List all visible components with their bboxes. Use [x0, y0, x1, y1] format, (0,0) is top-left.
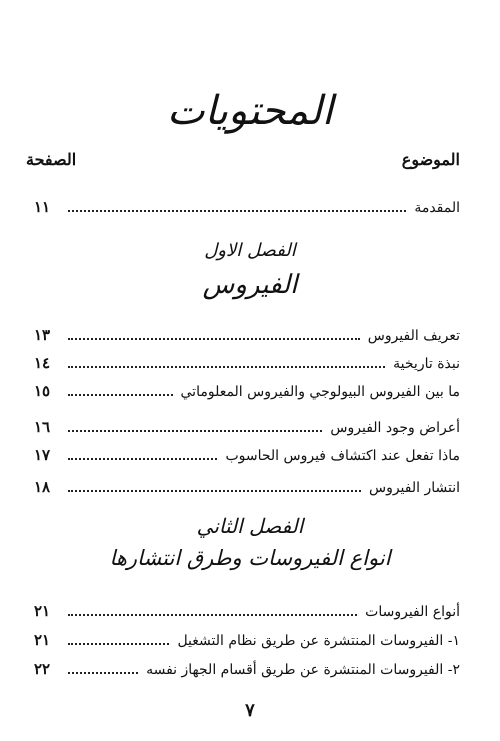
- entry-page-number: ٢١: [34, 602, 51, 620]
- entry-page-number: ١٦: [34, 418, 51, 436]
- toc-entry[interactable]: [34, 326, 460, 350]
- entry-page-number: ١١: [34, 198, 51, 216]
- page-column-header: الصفحة: [26, 150, 77, 169]
- dot-leader: [68, 643, 169, 645]
- dot-leader: [68, 458, 217, 460]
- entry-label: ماذا تفعل عند اكتشاف فيروس الحاسوب: [225, 448, 460, 464]
- entry-page-number: ٢١: [34, 631, 51, 649]
- entry-label: تعريف الفيروس: [367, 328, 460, 344]
- dot-leader: [68, 366, 385, 368]
- entry-page-number: ١٧: [34, 446, 51, 464]
- chapter-1-heading: الفصل الاول: [204, 240, 296, 261]
- toc-entry[interactable]: [34, 354, 460, 378]
- toc-entry[interactable]: [34, 631, 460, 655]
- entry-label: ١- الفيروسات المنتشرة عن طريق نظام التشغيل: [177, 633, 460, 649]
- toc-entry[interactable]: [34, 418, 460, 442]
- dot-leader: [68, 490, 361, 492]
- entry-label: أنواع الفيروسات: [365, 604, 460, 620]
- entry-page-number: ١٤: [34, 354, 51, 372]
- chapter-2-subtitle: انواع الفيروسات وطرق انتشارها: [109, 546, 391, 570]
- entry-label: المقدمة: [414, 200, 460, 216]
- dot-leader: [68, 338, 360, 340]
- dot-leader: [68, 394, 173, 396]
- toc-entry-intro[interactable]: [34, 198, 460, 222]
- page-number: ٧: [245, 700, 255, 721]
- dot-leader: [68, 614, 357, 616]
- toc-entry[interactable]: [34, 478, 460, 502]
- entry-label: أعراض وجود الفيروس: [330, 420, 460, 436]
- entry-page-number: ١٨: [34, 478, 51, 496]
- topic-column-header: الموضوع: [401, 150, 460, 169]
- entry-page-number: ٢٢: [34, 660, 51, 678]
- toc-entry[interactable]: [34, 660, 460, 684]
- entry-label: انتشار الفيروس: [368, 480, 460, 496]
- dot-leader: [68, 430, 322, 432]
- chapter-1-subtitle: الفيروس: [202, 270, 298, 300]
- entry-page-number: ١٥: [34, 382, 51, 400]
- chapter-2-heading: الفصل الثاني: [196, 514, 304, 538]
- toc-entry[interactable]: [34, 602, 460, 626]
- entry-label: نبذة تاريخية: [393, 356, 460, 372]
- toc-title: المحتويات: [167, 88, 333, 134]
- entry-label: ٢- الفيروسات المنتشرة عن طريق أقسام الجهاز نفسه: [146, 662, 460, 678]
- entry-label: ما بين الفيروس البيولوجي والفيروس المعلوماتي: [180, 384, 460, 400]
- dot-leader: [68, 210, 406, 212]
- toc-entry[interactable]: [34, 382, 460, 406]
- dot-leader: [68, 672, 138, 674]
- entry-page-number: ١٣: [34, 326, 51, 344]
- toc-entry[interactable]: [34, 446, 460, 470]
